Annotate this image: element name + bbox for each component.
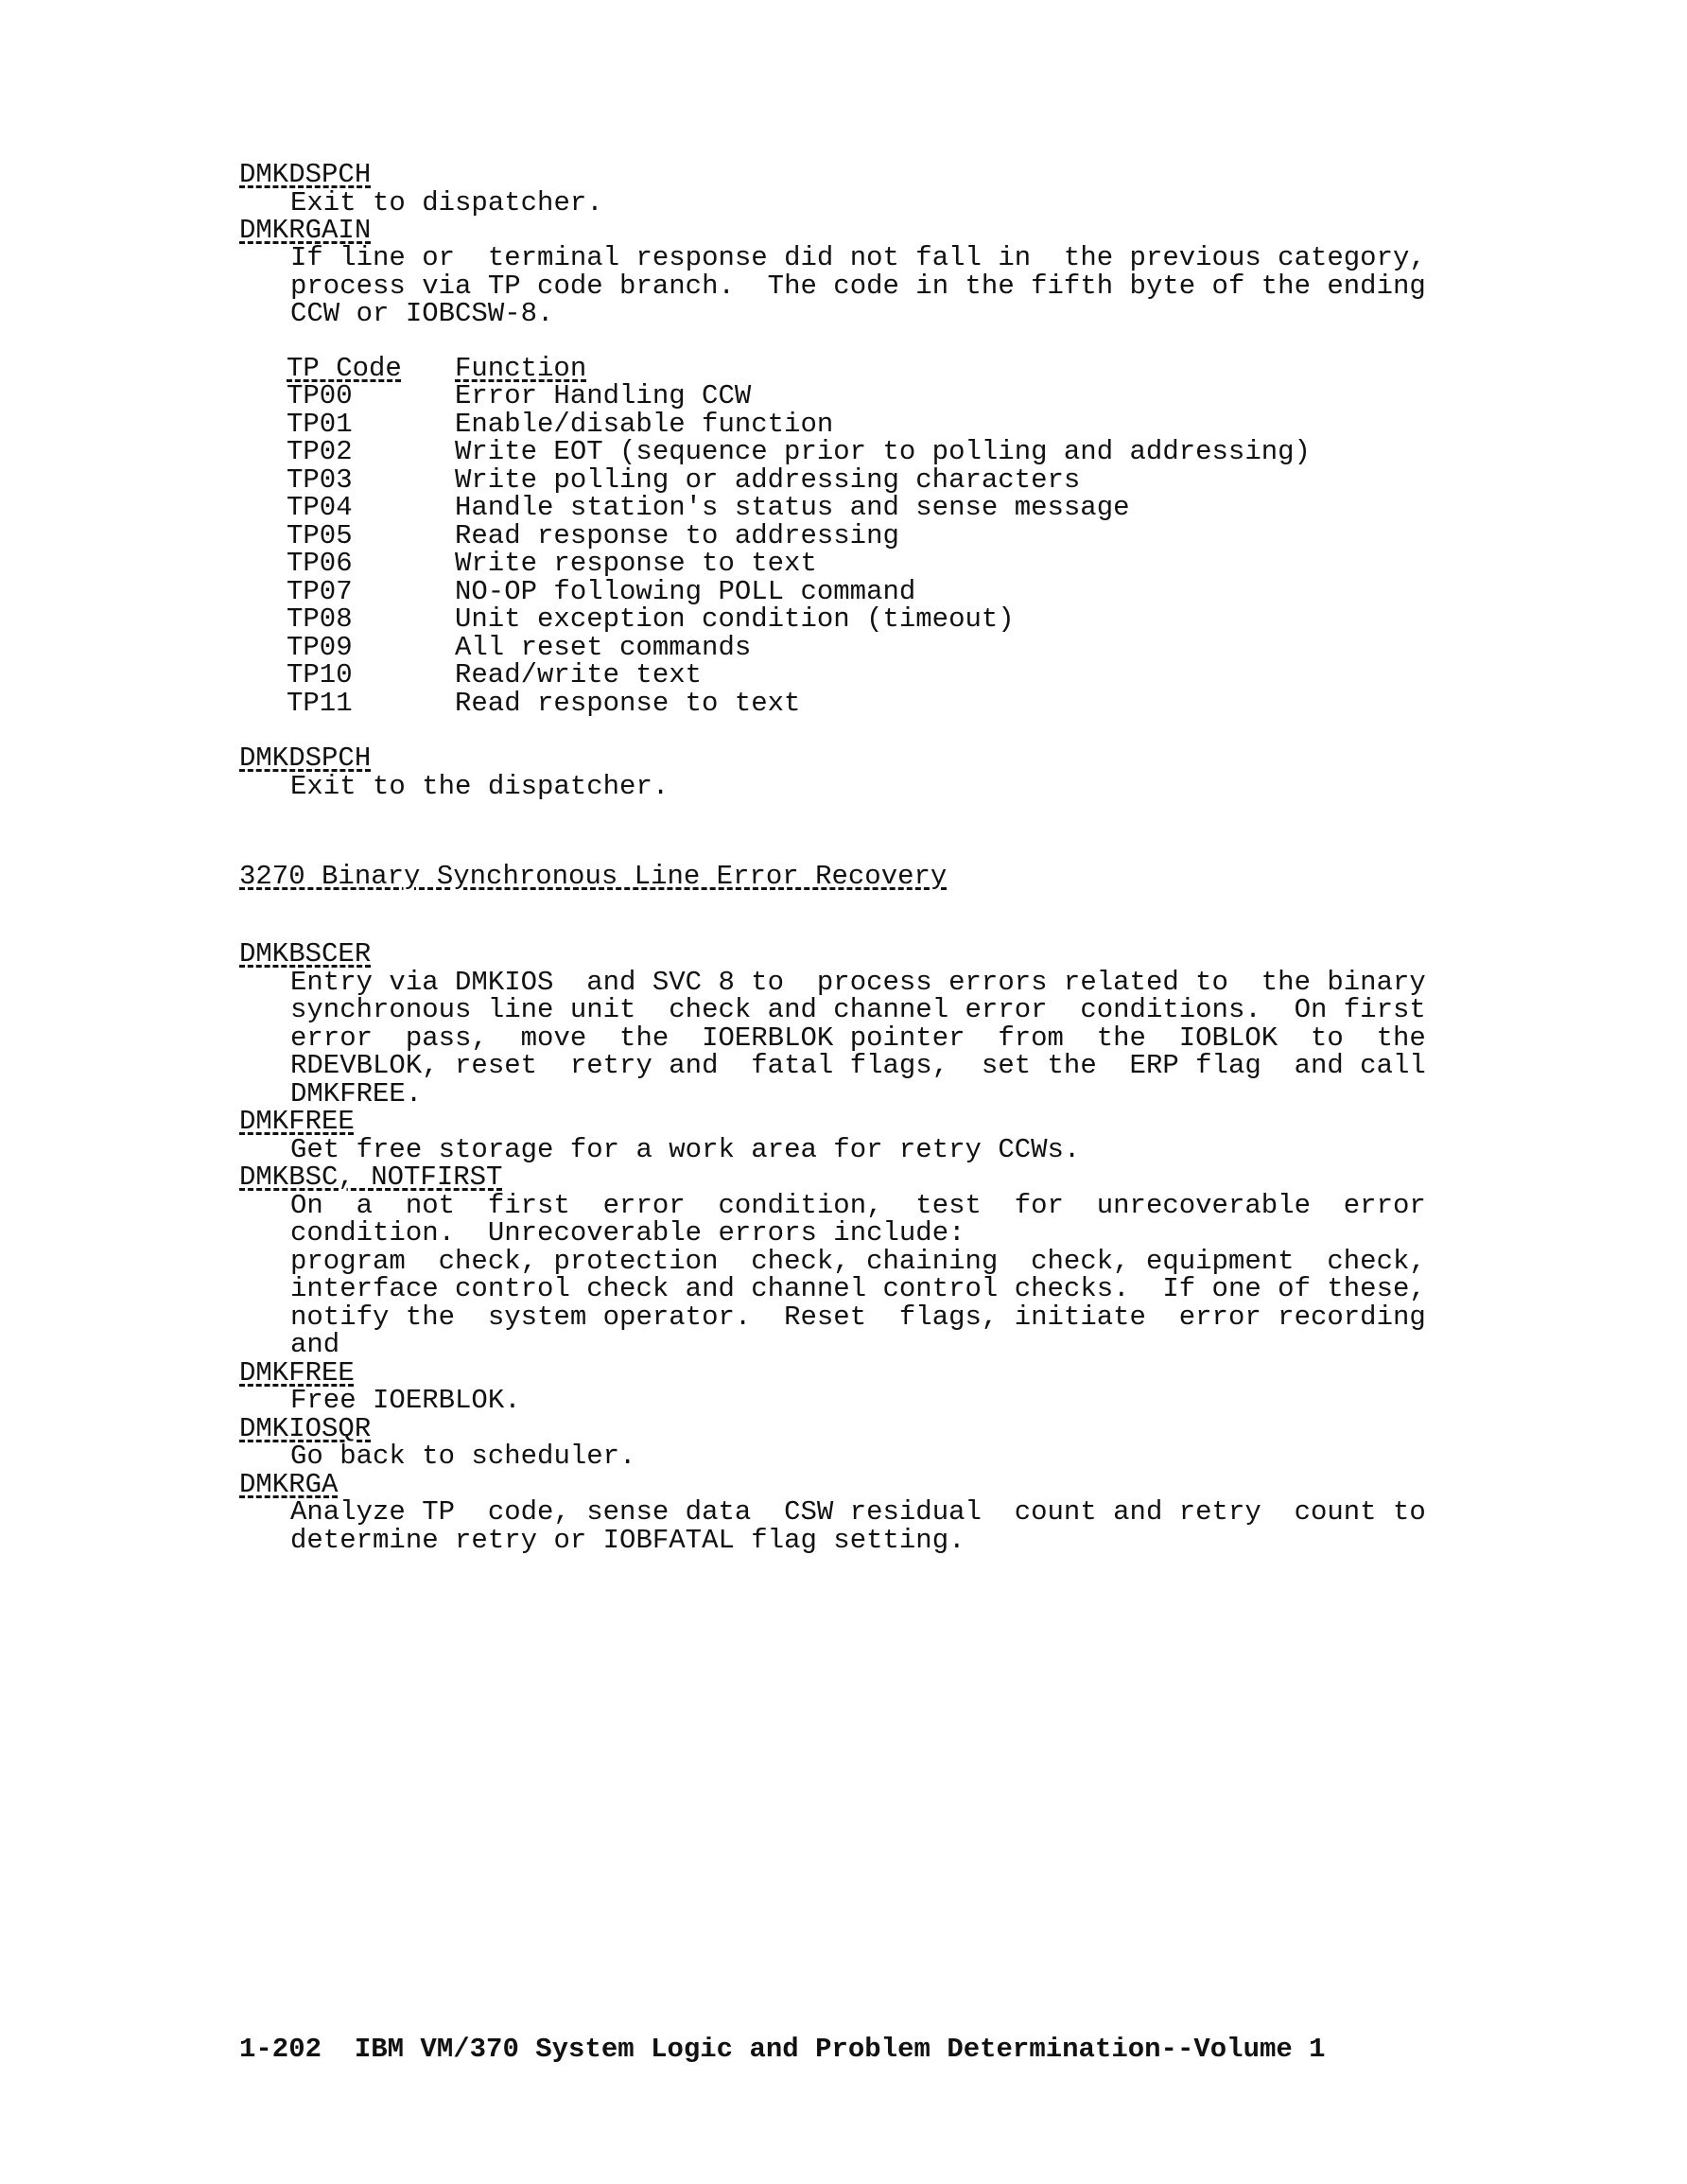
label-dmkdspch-1: DMKDSPCH	[239, 159, 372, 190]
text-line: program check, protection check, chaining check, equipment check,	[290, 1246, 1426, 1277]
text-line: Free IOERBLOK.	[290, 1385, 521, 1416]
tp-function-cell: Read response to addressing	[455, 520, 899, 551]
text-line: CCW or IOBCSW-8.	[290, 298, 554, 329]
tp-code-cell: TP08	[287, 603, 353, 635]
text-line: condition. Unrecoverable errors include:	[290, 1217, 965, 1249]
label-dmkrga: DMKRGA	[239, 1469, 339, 1500]
text-line: Exit to dispatcher.	[290, 187, 603, 218]
label-dmkdspch-2: DMKDSPCH	[239, 743, 372, 774]
tp-function-cell: All reset commands	[455, 632, 752, 663]
tp-code-cell: TP10	[287, 659, 353, 690]
text-line: error pass, move the IOERBLOK pointer from the IOBLOK to the	[290, 1022, 1426, 1054]
tp-code-cell: TP11	[287, 688, 353, 719]
text-line: Go back to scheduler.	[290, 1441, 636, 1472]
text-line: process via TP code branch. The code in the fifth byte of the ending	[290, 271, 1426, 302]
text-line: Get free storage for a work area for retry CCWs.	[290, 1134, 1081, 1165]
tp-code-cell: TP03	[287, 464, 353, 496]
tp-function-cell: Read response to text	[455, 688, 801, 719]
tp-code-cell: TP05	[287, 520, 353, 551]
text-line: Analyze TP code, sense data CSW residual count and retry count to	[290, 1496, 1426, 1528]
tp-code-cell: TP09	[287, 632, 353, 663]
label-dmkfree-1: DMKFREE	[239, 1106, 355, 1137]
tp-code-header: TP Code	[287, 353, 402, 384]
label-dmkiosqr: DMKIOSQR	[239, 1413, 372, 1444]
text-line: notify the system operator. Reset flags, initiate error recording	[290, 1302, 1426, 1333]
tp-function-cell: Unit exception condition (timeout)	[455, 603, 1015, 635]
text-line: and	[290, 1329, 340, 1360]
tp-function-cell: NO-OP following POLL command	[455, 576, 916, 607]
text-line: synchronous line unit check and channel error conditions. On first	[290, 994, 1426, 1025]
section-title: 3270 Binary Synchronous Line Error Recovery	[239, 861, 948, 892]
text-line: If line or terminal response did not fall in the previous category,	[290, 242, 1426, 273]
tp-function-header: Function	[455, 353, 587, 384]
tp-code-cell: TP04	[287, 492, 353, 523]
tp-code-cell: TP02	[287, 436, 353, 467]
tp-function-cell: Read/write text	[455, 659, 703, 690]
label-dmkfree-2: DMKFREE	[239, 1357, 355, 1389]
tp-code-cell: TP07	[287, 576, 353, 607]
text-line: On a not first error condition, test for unrecoverable error	[290, 1190, 1426, 1221]
text-line: RDEVBLOK, reset retry and fatal flags, set the ERP flag and call	[290, 1050, 1426, 1081]
page-footer: 1-202 IBM VM/370 System Logic and Problem Determination--Volume 1	[239, 2034, 1326, 2065]
text-line: DMKFREE.	[290, 1078, 423, 1109]
tp-code-cell: TP06	[287, 548, 353, 579]
text-line: Exit to the dispatcher.	[290, 771, 670, 802]
tp-function-cell: Write polling or addressing characters	[455, 464, 1081, 496]
label-dmkrgain: DMKRGAIN	[239, 215, 372, 246]
tp-function-cell: Write response to text	[455, 548, 817, 579]
text-line: determine retry or IOBFATAL flag setting.	[290, 1525, 965, 1556]
tp-function-cell: Write EOT (sequence prior to polling and addressing)	[455, 436, 1311, 467]
tp-function-cell: Error Handling CCW	[455, 380, 752, 411]
tp-function-cell: Handle station's status and sense message	[455, 492, 1130, 523]
tp-code-cell: TP01	[287, 409, 353, 440]
text-line: Entry via DMKIOS and SVC 8 to process errors related to the binary	[290, 967, 1426, 998]
label-dmkbsc-notfirst: DMKBSC, NOTFIRST	[239, 1162, 503, 1193]
tp-function-cell: Enable/disable function	[455, 409, 834, 440]
tp-code-cell: TP00	[287, 380, 353, 411]
label-dmkbscer: DMKBSCER	[239, 938, 372, 970]
text-line: interface control check and channel control checks. If one of these,	[290, 1273, 1426, 1304]
